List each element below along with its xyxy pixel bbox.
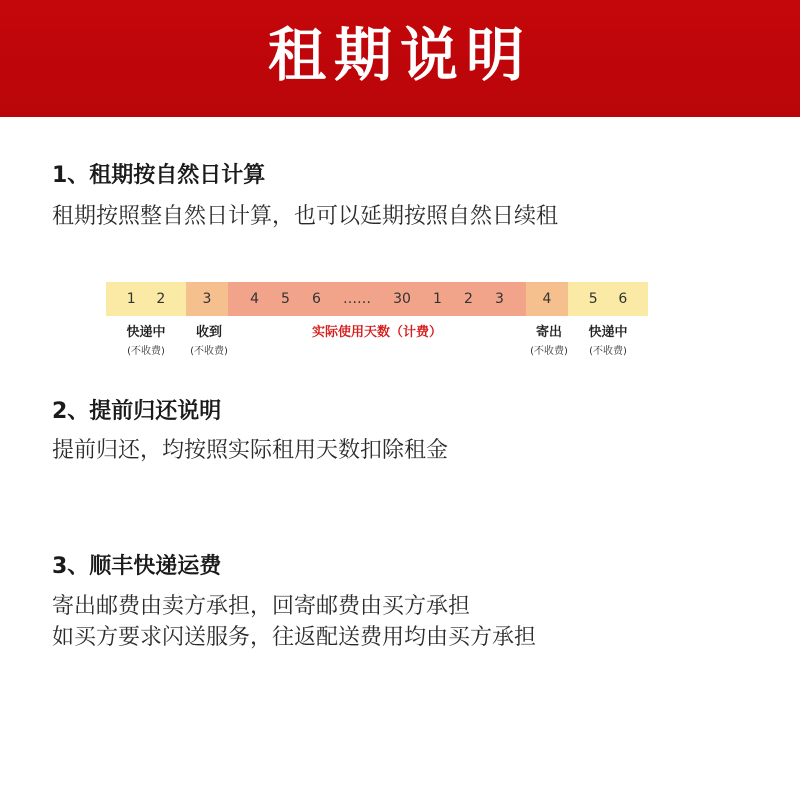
timeline-sublabel-shipping-out: (不收费) [589, 346, 627, 357]
timeline-day: 1 [126, 291, 136, 307]
timeline-day: 4 [250, 291, 259, 307]
section-1-body: 租期按照整自然日计算，也可以延期按照自然日续租 [52, 204, 559, 229]
timeline-day: 3 [202, 291, 212, 307]
timeline-day: 5 [281, 291, 290, 307]
timeline-label-shipping-in: 快递中 [126, 325, 166, 340]
timeline-day: 30 [393, 291, 411, 307]
timeline-ellipsis: …… [343, 291, 372, 307]
timeline-segment-received [186, 282, 228, 316]
timeline-segment-shipping-out [568, 282, 648, 316]
timeline-label-billed: 实际使用天数（计费） [311, 325, 442, 340]
section-2-body: 提前归还，均按照实际租用天数扣除租金 [52, 438, 449, 463]
timeline-day: 1 [432, 291, 442, 307]
timeline-day: 5 [588, 291, 598, 307]
timeline-sublabel-received: (不收费) [190, 346, 228, 357]
section-3-body-line-1: 寄出邮费由卖方承担，回寄邮费由买方承担 [52, 594, 471, 619]
timeline-sublabel-sent: (不收费) [530, 346, 568, 357]
page-title: 租期说明 [267, 21, 532, 89]
timeline-day: 6 [618, 291, 628, 307]
timeline-segment-shipping-in [106, 282, 186, 316]
timeline-segment-sent [526, 282, 568, 316]
section-2-heading: 2、提前归还说明 [52, 399, 222, 424]
section-3-heading: 3、顺丰快递运费 [52, 554, 222, 579]
timeline-label-shipping-out: 快递中 [588, 325, 628, 340]
timeline-day: 6 [312, 291, 321, 307]
timeline-label-received: 收到 [195, 325, 222, 340]
timeline-segment-billed [228, 282, 526, 316]
rental-timeline [106, 282, 648, 316]
timeline-label-sent: 寄出 [535, 325, 562, 340]
section-3-body-line-2: 如买方要求闪送服务，往返配送费用均由买方承担 [52, 625, 537, 650]
section-1-heading: 1、租期按自然日计算 [52, 163, 266, 188]
timeline-sublabel-shipping-in: (不收费) [127, 346, 165, 357]
timeline-day: 2 [463, 291, 473, 307]
timeline-day: 3 [494, 291, 504, 307]
timeline-day: 4 [542, 291, 552, 307]
timeline-day: 2 [156, 291, 166, 307]
